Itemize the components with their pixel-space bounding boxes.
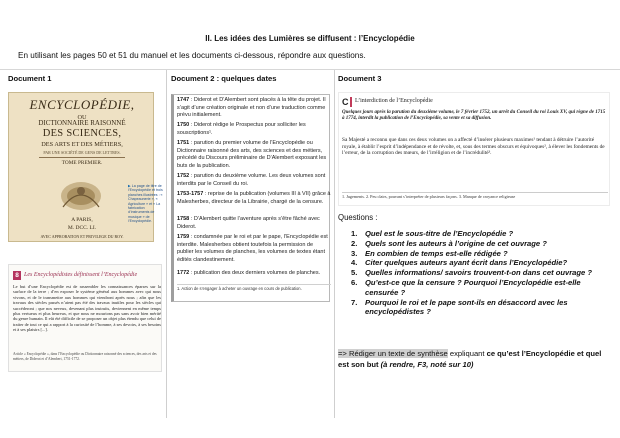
question-number: 4. bbox=[351, 258, 358, 268]
column-divider-1 bbox=[166, 70, 167, 418]
cover-privilege: AVEC APPROBATION ET PRIVILEGE DU ROY. bbox=[40, 234, 124, 239]
timeline-entry bbox=[177, 270, 331, 278]
cover-line-ou: OU bbox=[77, 114, 87, 121]
timeline-year: 1759 bbox=[177, 234, 190, 240]
question-item bbox=[351, 298, 613, 318]
question-number: 1. bbox=[351, 229, 358, 238]
question-text: En combien de temps est-elle rédigée ? bbox=[365, 248, 508, 258]
cover-societe: PAR UNE SOCIÉTÉ DE GENS DE LETTRES. bbox=[43, 150, 121, 155]
timeline-year: 1753-1757 bbox=[177, 191, 204, 197]
questions-list bbox=[351, 229, 613, 317]
cover-vignette bbox=[55, 177, 107, 213]
doc1-caption-text: La page de titre de l’Encyclopédie et trois planches illustrées : « Chapeaunerie », « Agriculture » et « La fabrication d’instruments de musique » de l’Encyclopédie. bbox=[128, 184, 163, 224]
cover-date: M. DCC. LI. bbox=[67, 225, 97, 231]
timeline-year: 1747 bbox=[177, 97, 190, 103]
timeline-text: : publication des deux derniers volumes de planches. bbox=[189, 270, 321, 276]
timeline-year: 1751 bbox=[177, 140, 190, 146]
doc-letter-badge: C bbox=[342, 97, 349, 107]
definition-source: Article « Encyclopédie », dans l’Encyclopédie ou Dictionnaire raisonné des sciences, des arts et des métiers, de Diderot et d’Alembert, 1751-1772. bbox=[13, 352, 157, 361]
timeline-text: : Diderot et D’Alembert sont placés à la tête du projet. Il s’agit d’une création originale et non d’une traduction comme prévu initialement. bbox=[177, 97, 326, 119]
timeline-entry bbox=[177, 140, 331, 170]
cover-rule bbox=[39, 157, 125, 158]
interdiction-title: L’interdiction de l’Encyclopédie bbox=[355, 98, 433, 104]
question-number: 7. bbox=[351, 297, 358, 307]
question-item bbox=[351, 229, 613, 239]
question-number: 3. bbox=[351, 248, 358, 258]
timeline-entry bbox=[177, 122, 331, 137]
timeline-year: 1772 bbox=[177, 270, 190, 276]
question-item bbox=[351, 278, 613, 298]
question-text: Quels sont les auteurs à l’origine de cet ouvrage ? bbox=[365, 238, 547, 248]
question-text: Citer quelques auteurs ayant écrit dans l’Encyclopédie? bbox=[365, 258, 568, 268]
timeline-text: : Diderot rédige le Prospectus pour solliciter les souscriptions¹. bbox=[177, 122, 306, 136]
timeline-entry bbox=[177, 234, 331, 264]
timeline-text: : parution du premier volume de l’Encyclopédie ou Dictionnaire raisonné des arts, des sciences et des métiers, précédé du Discours préliminaire de D’Alembert exposant les buts de la publication. bbox=[177, 140, 327, 169]
cover-sciences: DES SCIENCES, bbox=[42, 128, 122, 139]
timeline-entry bbox=[177, 191, 331, 206]
interdiction-intro: Quelques jours après la parution du deuxième volume, le 7 février 1752, un arrêt du Conseil du roi Louis XV, qui règne de 1715 à 1774, interdit la publication de l’Encyclopédie, sa vente et sa diffusion. bbox=[342, 110, 606, 122]
page-title: II. Les idées des Lumières se diffusent : l’Encyclopédie bbox=[205, 34, 415, 43]
question-item bbox=[351, 258, 613, 268]
definition-text: Le but d’une Encyclopédie est de rassembler les connaissances éparses sur la surface de la terre ; d’en exposer le système général aux hommes avec qui nous vivons, et de le transmettre aux hommes qui viendront après nous ; afin que les travaux des siècles passés n’aient pas été des travaux inutiles pour les siècles qui succéderont ; que nos neveux, devenant plus instruits, deviennent en même temps plus vertueux et plus heureux, et que nous ne mourions pas sans avoir bien mérité du genre humain. Il eût été difficile de se proposer un objet plus étendu que celui de traiter de tout ce qui a rapport à la curiosité de l’homme, à ses devoirs, à ses besoins et à ses plaisirs [...]. bbox=[13, 284, 161, 333]
question-number: 5. bbox=[351, 268, 358, 278]
accent-bar bbox=[350, 97, 352, 107]
task-highlight: => Rédiger un texte de synthèse bbox=[338, 349, 448, 358]
doc1-heading: Document 1 bbox=[8, 74, 52, 83]
caption-bullet-icon: ▶ bbox=[128, 184, 132, 188]
encyclopedistes-definition-box bbox=[8, 264, 162, 372]
question-item bbox=[351, 249, 613, 259]
doc-number-badge: 8 bbox=[13, 271, 21, 280]
timeline-entry bbox=[177, 97, 331, 120]
dates-timeline bbox=[171, 94, 330, 302]
cover-title: ENCYCLOPÉDIE, bbox=[29, 97, 135, 112]
question-text: Quelles informations/ savoirs trouvent-t-on dans cet ouvrage ? bbox=[365, 268, 593, 278]
timeline-footnote-text: 1. Action de s’engager à acheter un ouvrage en cours de publication. bbox=[177, 286, 302, 291]
timeline-entry bbox=[177, 216, 331, 231]
synthesis-task bbox=[338, 349, 614, 370]
interdiction-footnotes: 1. Jugements. 2. Peu clairs, pouvant s’interpréter de plusieurs façons. 3. Manque de croyance religieuse bbox=[342, 192, 608, 199]
doc3-heading: Document 3 bbox=[338, 74, 382, 83]
question-item bbox=[351, 268, 613, 278]
timeline-footnote bbox=[177, 284, 331, 291]
interdiction-document bbox=[338, 92, 610, 206]
doc1-caption bbox=[128, 184, 166, 224]
timeline-text: : reprise de la publication (volumes III à VII) grâce à Malesherbes, directeur de la Librairie, chargé de la censure. bbox=[177, 191, 331, 205]
task-connector: expliquant bbox=[447, 349, 487, 358]
instructions: En utilisant les pages 50 et 51 du manuel et les documents ci-dessous, répondre aux questions. bbox=[18, 51, 366, 60]
timeline-text: : condamnée par le roi et par le pape, l’Encyclopédie est interdite. Malesherbes obtient toutefois la permission de publier les volumes de planches, les volumes de textes étant édités clandestinement. bbox=[177, 234, 328, 263]
question-number: 2. bbox=[351, 238, 358, 248]
question-item bbox=[351, 239, 613, 249]
task-note: (à rendre, F3, noté sur 10) bbox=[378, 359, 474, 369]
timeline-year: 1750 bbox=[177, 122, 190, 128]
question-text: Pourquoi le roi et le pape sont-ils en désaccord avec les encyclopédistes ? bbox=[365, 297, 568, 317]
header-rule bbox=[0, 69, 620, 70]
question-number: 6. bbox=[351, 277, 358, 287]
timeline-text: : parution du deuxième volume. Les deux volumes sont interdits par le Conseil du roi. bbox=[177, 173, 326, 187]
cover-tome: TOME PREMIER. bbox=[61, 160, 103, 166]
column-divider-2 bbox=[334, 70, 335, 418]
timeline-year: 1752 bbox=[177, 173, 190, 179]
task-subject: ce qu’est l’Encyclopédie et quel est son but bbox=[338, 349, 602, 369]
question-text: Quel est le sous-titre de l’Encyclopédie ? bbox=[365, 229, 514, 238]
cover-dictionnaire: DICTIONNAIRE RAISONNÉ bbox=[38, 119, 126, 127]
questions-title: Questions : bbox=[338, 213, 378, 222]
cover-paris: A PARIS, bbox=[71, 217, 93, 223]
cover-arts: DES ARTS ET DES MÉTIERS, bbox=[41, 141, 123, 148]
question-text: Qu’est-ce que la censure ? Pourquoi l’Encyclopédie est-elle censurée ? bbox=[365, 277, 581, 297]
timeline-text: : D’Alembert quitte l’aventure après s’être fâché avec Diderot. bbox=[177, 216, 320, 230]
interdiction-text: Sa Majesté a reconnu que dans ces deux volumes on a affecté d’insérer plusieurs maximes¹ tendant à détruire l’autorité royale, à établir l’esprit d’indépendance et de révolte, et, sous des termes obscurs et équivoques², à élever les fondements de l’erreur, de la corruption des mœurs, de l’irréligion et de l’incrédulité³. bbox=[342, 137, 605, 157]
definition-heading: Les Encyclopédistes définissent l’Encyclopédie bbox=[24, 272, 138, 278]
doc2-heading: Document 2 : quelques dates bbox=[171, 74, 277, 83]
timeline-entry bbox=[177, 173, 331, 188]
timeline-year: 1758 bbox=[177, 216, 190, 222]
